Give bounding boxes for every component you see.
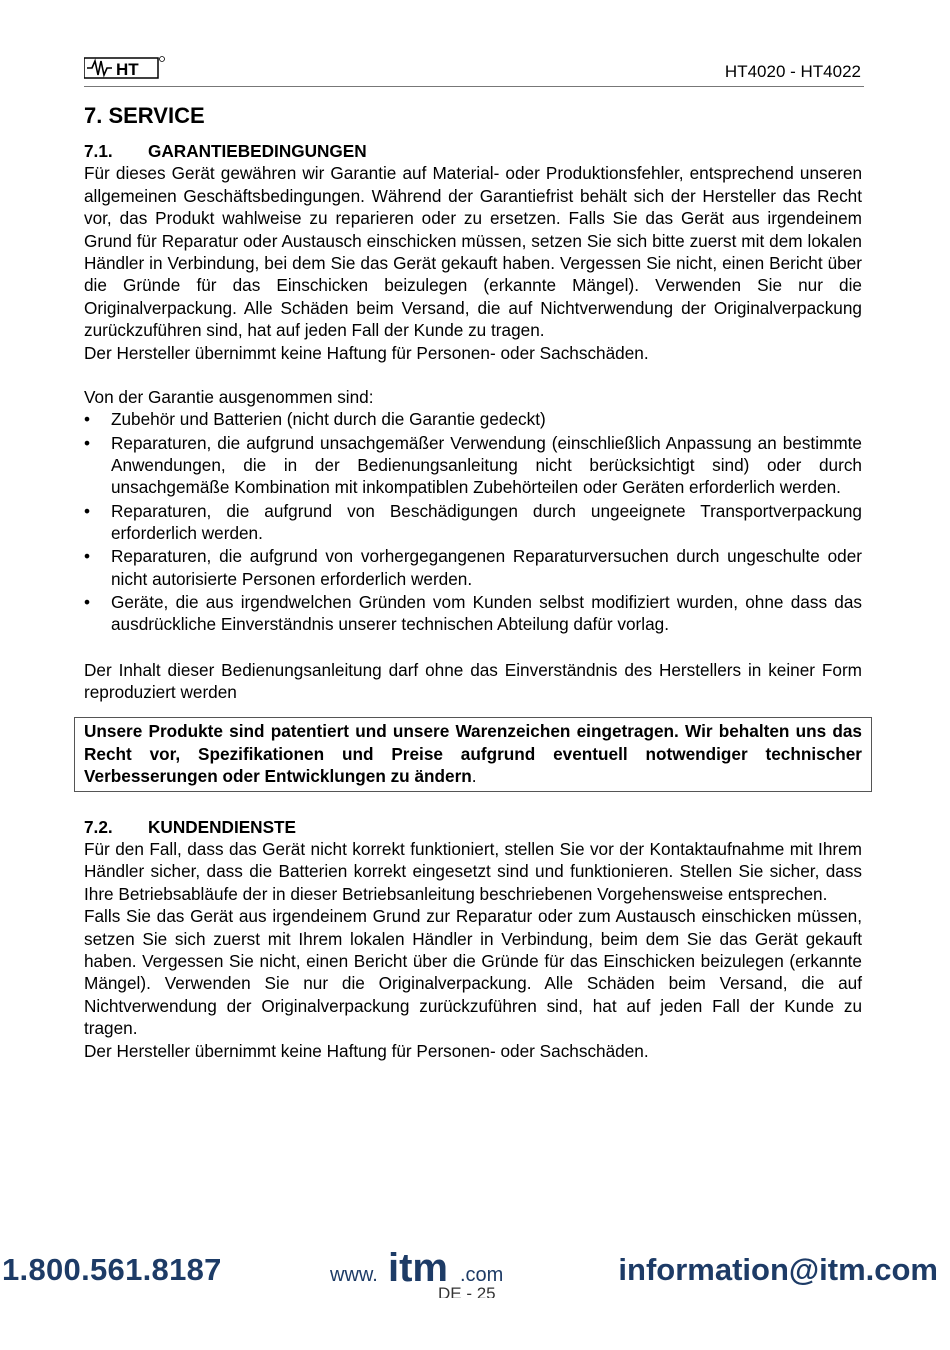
service-paragraph-1: Für den Fall, dass das Gerät nicht korrekt funktioniert, stellen Sie vor der Kontaktaufnahme mit Ihrem Händler sicher, dass die Batterien korrekt eingesetzt sind und funktionieren. Stellen Sie sicher, dass Ihre Betriebsabläufe der in dieser Betriebsanleitung beschriebenen Vorgehensweise entsprechen. — [84, 838, 862, 904]
liability-paragraph: Der Hersteller übernimmt keine Haftung für Personen- oder Sachschäden. — [84, 342, 649, 363]
ht-logo — [84, 52, 166, 82]
page-number: DE - 25 — [438, 1284, 496, 1298]
page-content — [84, 98, 862, 1062]
bullet-icon: • — [84, 500, 91, 521]
bullet-icon: • — [84, 409, 91, 430]
footer-phone[interactable]: 1.800.561.8187 — [2, 1252, 222, 1287]
bullet-icon: • — [84, 591, 91, 612]
header-rule — [84, 86, 864, 87]
service-heading — [84, 816, 862, 838]
service-title: KUNDENDIENSTE — [148, 816, 297, 837]
exclusions-list — [84, 408, 862, 635]
bullet-icon: • — [84, 546, 91, 567]
list-item: • Geräte, die aus irgendwelchen Gründen vom Kunden selbst modifiziert wurden, ohne dass das ausdrückliche Einverständnis unserer technischen Abteilung dafür vorlag. — [84, 591, 862, 635]
list-item: • Zubehör und Batterien (nicht durch die Garantie gedeckt) — [84, 409, 546, 430]
section-title: 7. SERVICE — [84, 103, 205, 128]
footer-email[interactable]: information@itm.com — [618, 1252, 938, 1287]
website-prefix: www. — [330, 1264, 378, 1286]
warranty-heading — [84, 140, 862, 162]
reproduction-paragraph: Der Inhalt dieser Bedienungsanleitung darf ohne das Einverständnis des Herstellers in keiner Form reproduziert werden — [84, 659, 862, 702]
service-number: 7.2. — [84, 816, 113, 837]
patent-notice-text: Unsere Produkte sind patentiert und unsere Warenzeichen eingetragen. Wir behalten uns das Recht vor, Spezifikationen und Preise aufgrund eventuell notwendiger technischer Verbesserungen oder Entwicklungen zu ändern — [84, 721, 862, 787]
website-suffix: .com — [460, 1264, 504, 1286]
bullet-icon: • — [84, 432, 91, 453]
exclusions-intro: Von der Garantie ausgenommen sind: — [84, 387, 374, 408]
logo-text: HT — [116, 60, 139, 79]
service-paragraph-3: Der Hersteller übernimmt keine Haftung für Personen- oder Sachschäden. — [84, 1040, 649, 1061]
list-item: • Reparaturen, die aufgrund von Beschädigungen durch ungeeignete Transportverpackung erforderlich werden. — [84, 500, 862, 544]
document-id: HT4020 - HT4022 — [724, 62, 861, 81]
footer-banner — [0, 1248, 950, 1296]
warranty-number: 7.1. — [84, 141, 113, 161]
list-item: • Reparaturen, die aufgrund unsachgemäßer Verwendung (einschließlich Anpassung an bestimmte Anwendungen, die in der Bedienungsanleitung nicht berücksichtigt sind) oder durch unsachgemäße Kombination mit inkompatiblen Zubehörteilen oder Geräten erforderlich werden. — [84, 432, 862, 498]
patent-notice-box: Unsere Produkte sind patentiert und unsere Warenzeichen eingetragen. Wir behalten uns das Recht vor, Spezifikationen und Preise aufgrund eventuell notwendiger technischer Verbesserungen oder Entwicklungen zu ändern. — [74, 717, 872, 791]
warranty-paragraph: Für dieses Gerät gewähren wir Garantie auf Material- oder Produktionsfehler, entsprechend unseren allgemeinen Geschäftsbedingungen. Während der Garantiefrist behält sich der Hersteller das Recht vor, das Produkt wahlweise zu reparieren oder zu ersetzen. Falls Sie das Gerät aus irgendeinem Grund für Reparatur oder Austausch einschicken müssen, setzen Sie sich bitte zuerst mit dem lokalen Händler in Verbindung, bei dem Sie das Gerät gekauft haben. Vergessen Sie nicht, einen Bericht über die Gründe für das Einschicken beizulegen (erkannte Mängel). Verwenden Sie nur die Originalverpackung. Alle Schäden beim Versand, die auf Nichtverwendung der Originalverpackung zurückzuführen sind, hat auf jeden Fall der Kunde zu tragen. — [84, 163, 862, 341]
list-item: • Reparaturen, die aufgrund von vorhergegangenen Reparaturversuchen durch ungeschulte oder nicht autorisierte Personen erforderlich werden. — [84, 546, 862, 589]
svg-text:itm: itm — [388, 1251, 448, 1285]
service-paragraph-2: Falls Sie das Gerät aus irgendeinem Grund zur Reparatur oder zum Austausch einschicken müssen, setzen Sie sich zuerst mit Ihrem lokalen Händler in Verbindung, beim dem Sie das Gerät gekauft haben. Vergessen Sie nicht, einen Bericht über die Gründe für das Einschicken beizulegen (erkannte Mängel). Verwenden Sie nur die Originalverpackung. Alle Schäden beim Versand, die auf Nichtverwendung der Originalverpackung zurückzuführen sind, hat auf jeden Fall der Kunde zu tragen. — [84, 906, 862, 1039]
warranty-title: GARANTIEBEDINGUNGEN — [148, 141, 367, 161]
